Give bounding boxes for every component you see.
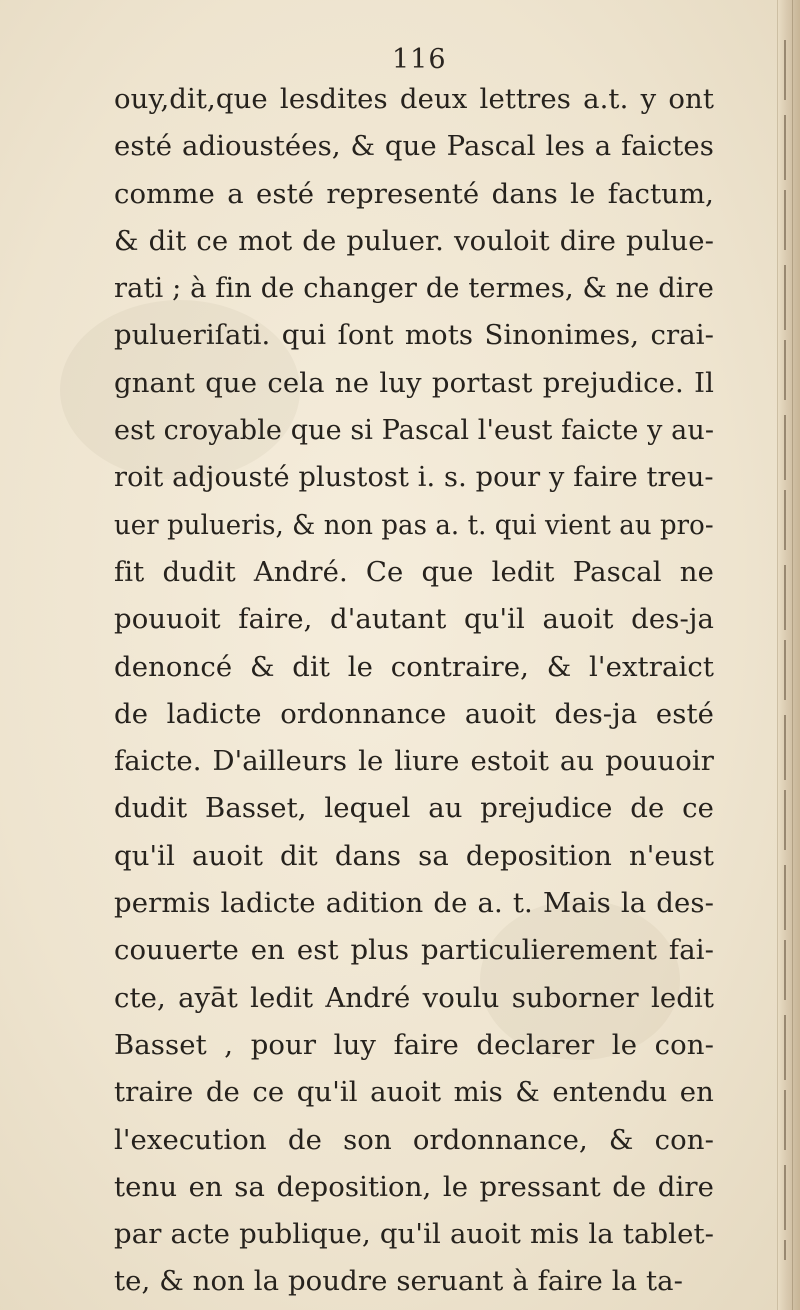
text-line: cte, ayāt ledit André voulu suborner ledit	[114, 981, 714, 1014]
text-line: denoncé & dit le contraire, & l'extraict	[114, 650, 714, 683]
text-line: pouuoit faire, d'autant qu'il auoit des-ja	[114, 603, 714, 636]
text-line: gnant que cela ne luy portast prejudice. Il	[114, 366, 714, 399]
text-line: traire de ce qu'il auoit mis & entendu en	[114, 1076, 714, 1109]
body-text	[114, 76, 714, 1306]
text-line: ouy,dit,que lesdites deux lettres a.t. y ont	[114, 83, 714, 115]
text-line: tenu en sa deposition, le pressant de dire	[114, 1170, 714, 1203]
text-line: de ladicte ordonnance auoit des-ja esté	[114, 697, 714, 730]
text-line: permis ladicte adition de a. t. Mais la des-	[114, 887, 714, 920]
text-line: qu'il auoit dit dans sa deposition n'eust	[114, 839, 714, 872]
text-line: est croyable que si Pascal l'eust faicte y au-	[114, 414, 715, 447]
text-line: rati ; à fin de changer de termes, & ne dire	[114, 272, 714, 305]
text-line: Basset , pour luy faire declarer le con-	[114, 1028, 714, 1061]
text-line: par acte publique, qu'il auoit mis la tablet-	[114, 1218, 714, 1251]
page-edge	[777, 0, 800, 1310]
text-line: te, & non la poudre seruant à faire la ta-	[114, 1265, 683, 1298]
text-line: faicte. D'ailleurs le liure estoit au pouuoir	[114, 745, 714, 778]
text-line: comme a esté representé dans le factum,	[114, 177, 714, 210]
text-line: esté adioustées, & que Pascal les a faictes	[114, 130, 714, 163]
text-line: pulueriſati. qui ſont mots Sinonimes, crai-	[114, 319, 714, 352]
text-line: fit dudit André. Ce que ledit Pascal ne	[114, 555, 714, 588]
text-line: & dit ce mot de puluer. vouloit dire pulue-	[114, 224, 714, 257]
text-line: couuerte en est plus particulierement fai-	[114, 934, 714, 967]
text-line: roit adjousté plustost i. s. pour y faire treu-	[114, 461, 714, 494]
text-line: uer pulueris, & non pas a. t. qui vient au pro-	[114, 508, 714, 541]
text-line: dudit Basset, lequel au prejudice de ce	[114, 792, 714, 825]
page-number: 116	[392, 44, 447, 75]
text-line: l'execution de son ordonnance, & con-	[114, 1123, 714, 1156]
